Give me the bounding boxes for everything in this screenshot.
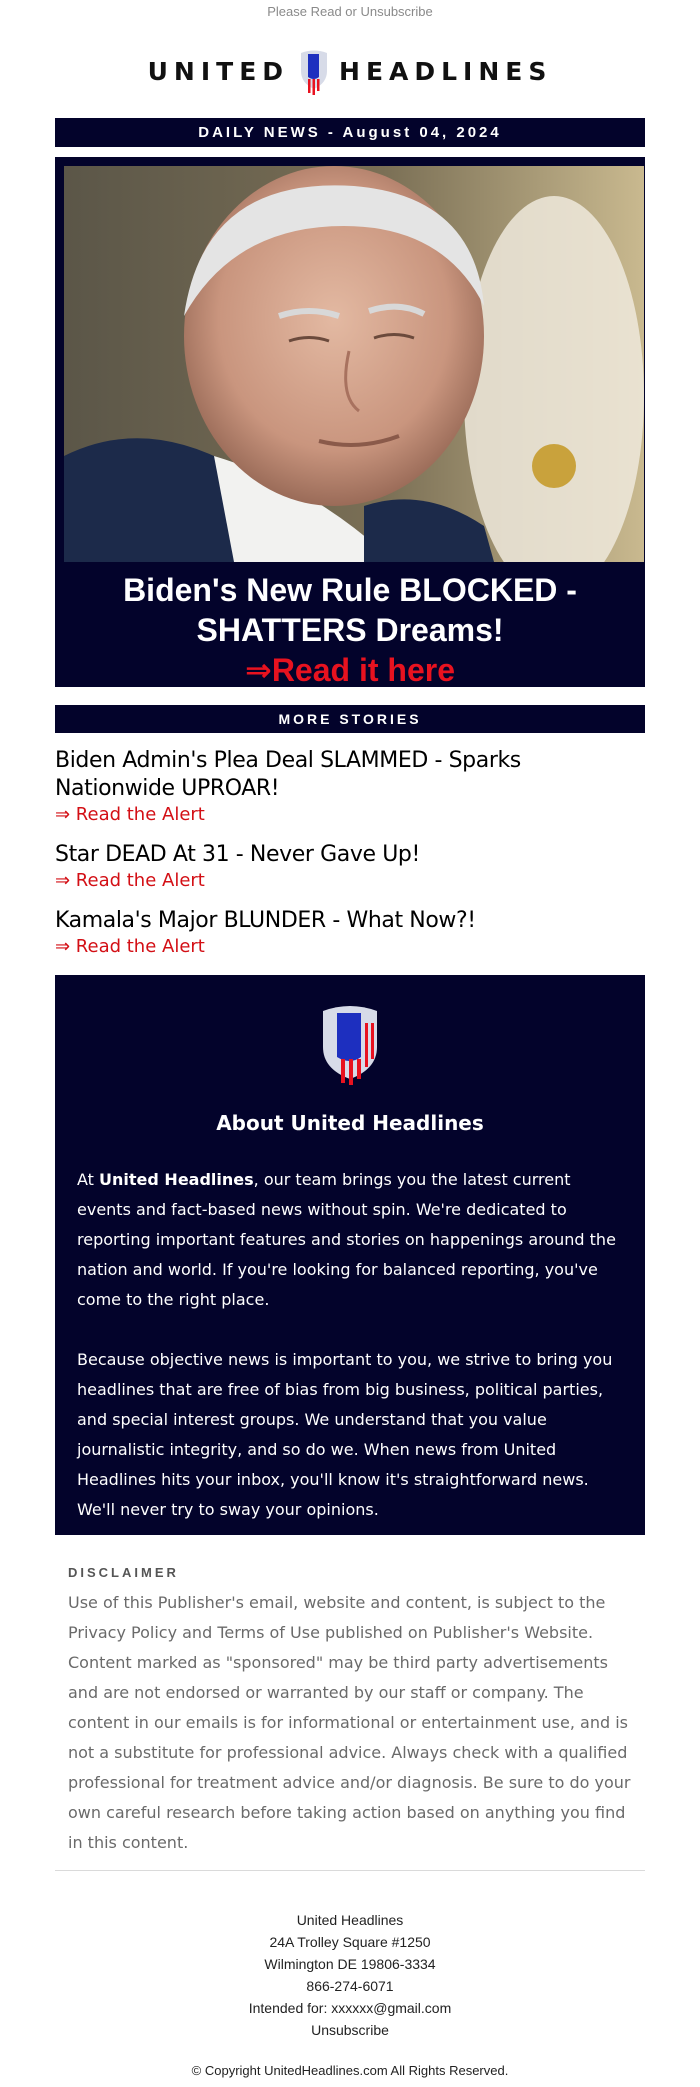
disclaimer-text: Use of this Publisher's email, website and content, is subject to the Privacy Policy and Terms of Use published on Publisher's Website. Content marked as "sponsored" may be third party advertisements and are not endorsed or warranted by our staff or company. The content in our emails is for informational or entertainment use, and is not a substitute for professional advice. Always check with a qualified professional for treatment advice and/or diagnosis. Be sure to do your own careful research before taking action based on anything you find in this content. (68, 1593, 631, 1852)
disclaimer-label: DISCLAIMER (68, 1565, 179, 1580)
unsubscribe-link[interactable]: Unsubscribe (311, 2022, 389, 2038)
divider (55, 1870, 645, 1871)
read-alert-link[interactable]: ⇒ Read the Alert (55, 804, 205, 825)
preheader-link[interactable]: Please Read or Unsubscribe (267, 4, 433, 19)
about-paragraph-2: Because objective news is important to you, we strive to bring you headlines that are free of bias from big business, political parties, and special interest groups. We understand that you value journalistic integrity, and so do we. When news from United Headlines hits your inbox, you'll know it's straightforward news. We'll never try to sway your opinions. (77, 1350, 613, 1519)
hero-headline[interactable]: Biden's New Rule BLOCKED - SHATTERS Dreams! (123, 572, 577, 648)
footer-company: United Headlines (296, 1912, 404, 1928)
shield-logo-icon (299, 49, 329, 95)
about-p1-rest: , our team brings you the latest current events and fact-based news without spin. We're dedicated to reporting important features and stories on happenings around the nation and world. If you're looking for balanced reporting, you've come to the right place. (77, 1170, 616, 1309)
about-section (55, 975, 645, 1535)
story-headline[interactable]: Kamala's Major BLUNDER - What Now?! (55, 908, 476, 933)
footer-address-line-2: Wilmington DE 19806-3334 (264, 1956, 436, 1972)
story-headline[interactable]: Biden Admin's Plea Deal SLAMMED - Sparks Nationwide UPROAR! (55, 748, 521, 801)
read-alert-link[interactable]: ⇒ Read the Alert (55, 870, 205, 891)
preheader (0, 0, 700, 22)
hero-read-link[interactable]: ⇒Read it here (245, 652, 455, 688)
list-item (55, 747, 645, 827)
footer-address-line-1: 24A Trolley Square #1250 (269, 1934, 431, 1950)
shield-logo-icon (319, 1003, 381, 1085)
copyright: © Copyright UnitedHeadlines.com All Rights Reserved. (191, 2063, 509, 2078)
daily-news-banner: DAILY NEWS - August 04, 2024 (55, 118, 645, 147)
logo-word-headlines: HEADLINES (339, 57, 553, 86)
hero-photo[interactable] (64, 166, 644, 562)
story-headline[interactable]: Star DEAD At 31 - Never Gave Up! (55, 842, 420, 867)
logo-word-united: UNITED (147, 57, 290, 86)
about-p1-brand: United Headlines (99, 1170, 254, 1189)
hero-story[interactable] (55, 157, 645, 687)
footer (0, 1909, 700, 2041)
footer-intended-for: Intended for: xxxxxx@gmail.com (248, 2000, 452, 2016)
brand-logo[interactable] (0, 34, 700, 109)
more-stories-banner: MORE STORIES (55, 705, 645, 733)
about-title: About United Headlines (216, 1111, 484, 1135)
list-item (55, 907, 645, 959)
about-p1-prefix: At (77, 1170, 100, 1189)
about-paragraph-1 (77, 1165, 623, 1315)
footer-phone: 866-274-6071 (306, 1978, 394, 1994)
story-list (55, 747, 645, 959)
list-item (55, 841, 645, 893)
read-alert-link[interactable]: ⇒ Read the Alert (55, 936, 205, 957)
disclaimer-section (55, 1565, 645, 1858)
